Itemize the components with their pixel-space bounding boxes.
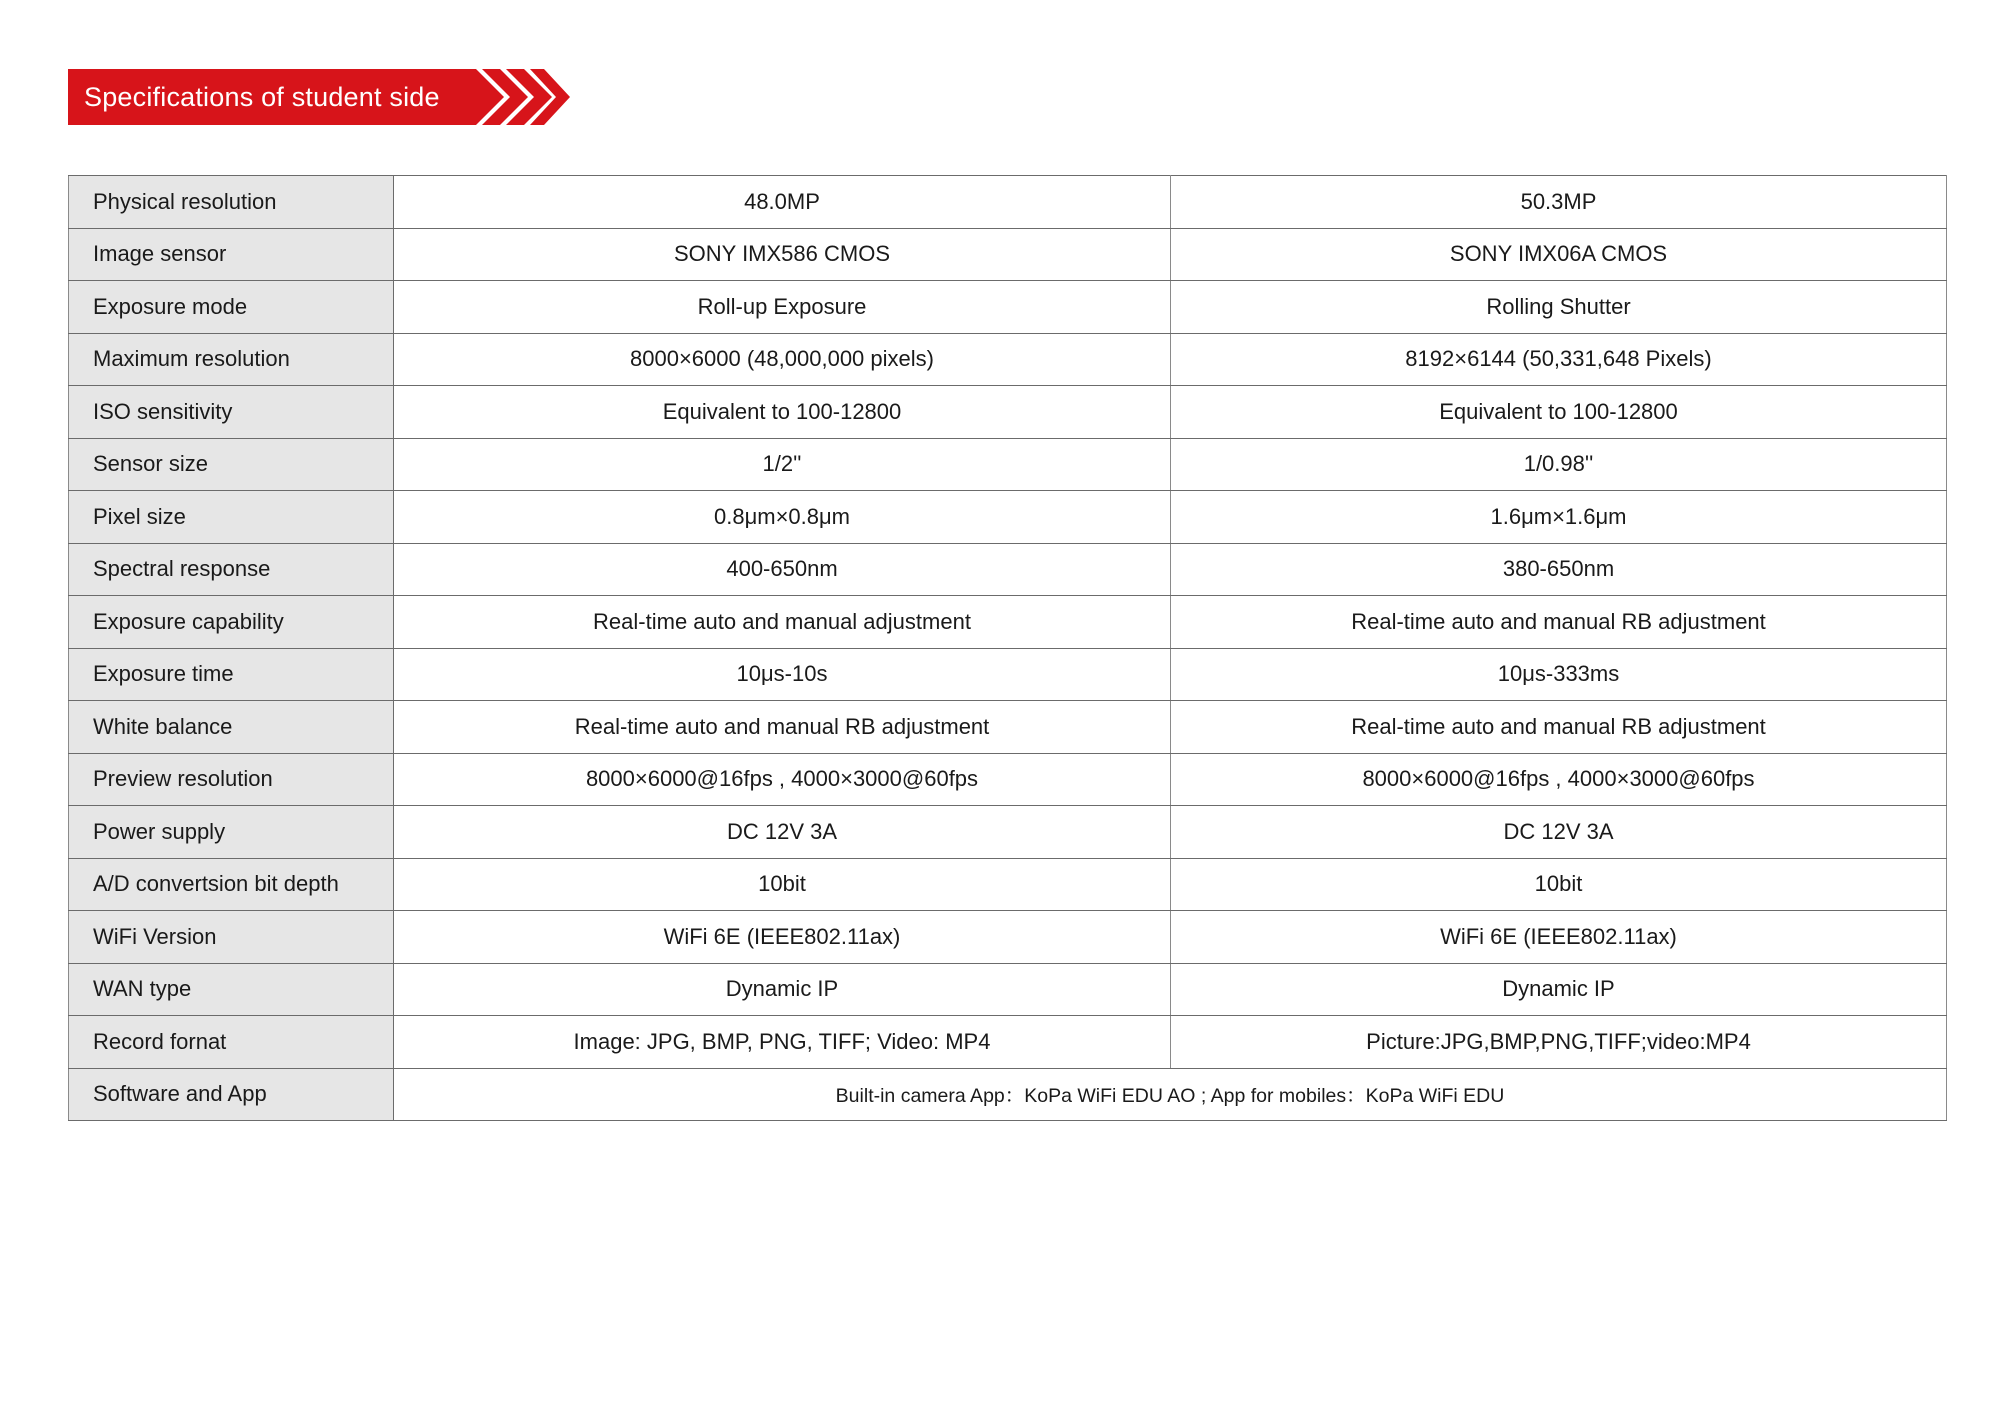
spec-label: Power supply <box>69 806 394 859</box>
spec-label: Exposure time <box>69 648 394 701</box>
table-row <box>69 648 1947 701</box>
spec-value-model-1: WiFi 6E (IEEE802.11ax) <box>394 911 1171 964</box>
spec-label: Sensor size <box>69 438 394 491</box>
table-row <box>69 596 1947 649</box>
spec-table <box>68 175 1947 1121</box>
spec-value-model-1: 8000×6000@16fps , 4000×3000@60fps <box>394 753 1171 806</box>
table-row <box>69 228 1947 281</box>
spec-value-model-2: SONY IMX06A CMOS <box>1171 228 1947 281</box>
spec-value-model-2: 8192×6144 (50,331,648 Pixels) <box>1171 333 1947 386</box>
spec-value-model-1: 1/2'' <box>394 438 1171 491</box>
spec-value-model-1: 400-650nm <box>394 543 1171 596</box>
chevron-arrows-icon <box>458 69 570 125</box>
spec-value-model-2: 1.6μm×1.6μm <box>1171 491 1947 544</box>
spec-value-model-1: SONY IMX586 CMOS <box>394 228 1171 281</box>
spec-label: Physical resolution <box>69 176 394 229</box>
spec-value-model-2: 8000×6000@16fps , 4000×3000@60fps <box>1171 753 1947 806</box>
table-row <box>69 333 1947 386</box>
table-row <box>69 386 1947 439</box>
spec-value-merged: Built-in camera App：KoPa WiFi EDU AO ; App for mobiles：KoPa WiFi EDU <box>394 1068 1947 1121</box>
spec-value-model-1: Real-time auto and manual adjustment <box>394 596 1171 649</box>
spec-label: Preview resolution <box>69 753 394 806</box>
table-row <box>69 963 1947 1016</box>
spec-value-model-1: 10μs-10s <box>394 648 1171 701</box>
table-row <box>69 858 1947 911</box>
spec-label: Maximum resolution <box>69 333 394 386</box>
spec-value-model-2: 380-650nm <box>1171 543 1947 596</box>
spec-value-model-2: 10μs-333ms <box>1171 648 1947 701</box>
table-row <box>69 806 1947 859</box>
table-row <box>69 543 1947 596</box>
spec-label: WAN type <box>69 963 394 1016</box>
spec-label: Spectral response <box>69 543 394 596</box>
spec-label: Record fornat <box>69 1016 394 1069</box>
spec-value-model-1: Roll-up Exposure <box>394 281 1171 334</box>
spec-value-model-1: Image: JPG, BMP, PNG, TIFF; Video: MP4 <box>394 1016 1171 1069</box>
section-title: Specifications of student side <box>68 69 458 125</box>
spec-label: WiFi Version <box>69 911 394 964</box>
spec-label: A/D convertsion bit depth <box>69 858 394 911</box>
spec-value-model-2: Dynamic IP <box>1171 963 1947 1016</box>
spec-value-model-1: 10bit <box>394 858 1171 911</box>
spec-label: Exposure mode <box>69 281 394 334</box>
spec-value-model-2: 10bit <box>1171 858 1947 911</box>
spec-label: ISO sensitivity <box>69 386 394 439</box>
spec-value-model-1: Real-time auto and manual RB adjustment <box>394 701 1171 754</box>
spec-value-model-2: Picture:JPG,BMP,PNG,TIFF;video:MP4 <box>1171 1016 1947 1069</box>
spec-table-body <box>69 176 1947 1121</box>
table-row <box>69 701 1947 754</box>
table-row <box>69 281 1947 334</box>
section-banner <box>68 69 570 125</box>
table-row <box>69 438 1947 491</box>
spec-value-model-1: 8000×6000 (48,000,000 pixels) <box>394 333 1171 386</box>
spec-value-model-1: Equivalent to 100-12800 <box>394 386 1171 439</box>
spec-label: White balance <box>69 701 394 754</box>
table-row <box>69 911 1947 964</box>
spec-value-model-2: 1/0.98'' <box>1171 438 1947 491</box>
spec-value-model-1: DC 12V 3A <box>394 806 1171 859</box>
spec-value-model-1: 48.0MP <box>394 176 1171 229</box>
spec-value-model-2: Rolling Shutter <box>1171 281 1947 334</box>
table-row <box>69 753 1947 806</box>
spec-value-model-2: 50.3MP <box>1171 176 1947 229</box>
table-row <box>69 491 1947 544</box>
table-row <box>69 1068 1947 1121</box>
spec-value-model-2: Real-time auto and manual RB adjustment <box>1171 701 1947 754</box>
spec-label: Pixel size <box>69 491 394 544</box>
spec-label: Exposure capability <box>69 596 394 649</box>
spec-label: Image sensor <box>69 228 394 281</box>
spec-label: Software and App <box>69 1068 394 1121</box>
spec-value-model-2: Equivalent to 100-12800 <box>1171 386 1947 439</box>
spec-value-model-2: DC 12V 3A <box>1171 806 1947 859</box>
spec-value-model-1: 0.8μm×0.8μm <box>394 491 1171 544</box>
spec-value-model-2: Real-time auto and manual RB adjustment <box>1171 596 1947 649</box>
table-row <box>69 176 1947 229</box>
spec-value-model-1: Dynamic IP <box>394 963 1171 1016</box>
spec-value-model-2: WiFi 6E (IEEE802.11ax) <box>1171 911 1947 964</box>
table-row <box>69 1016 1947 1069</box>
